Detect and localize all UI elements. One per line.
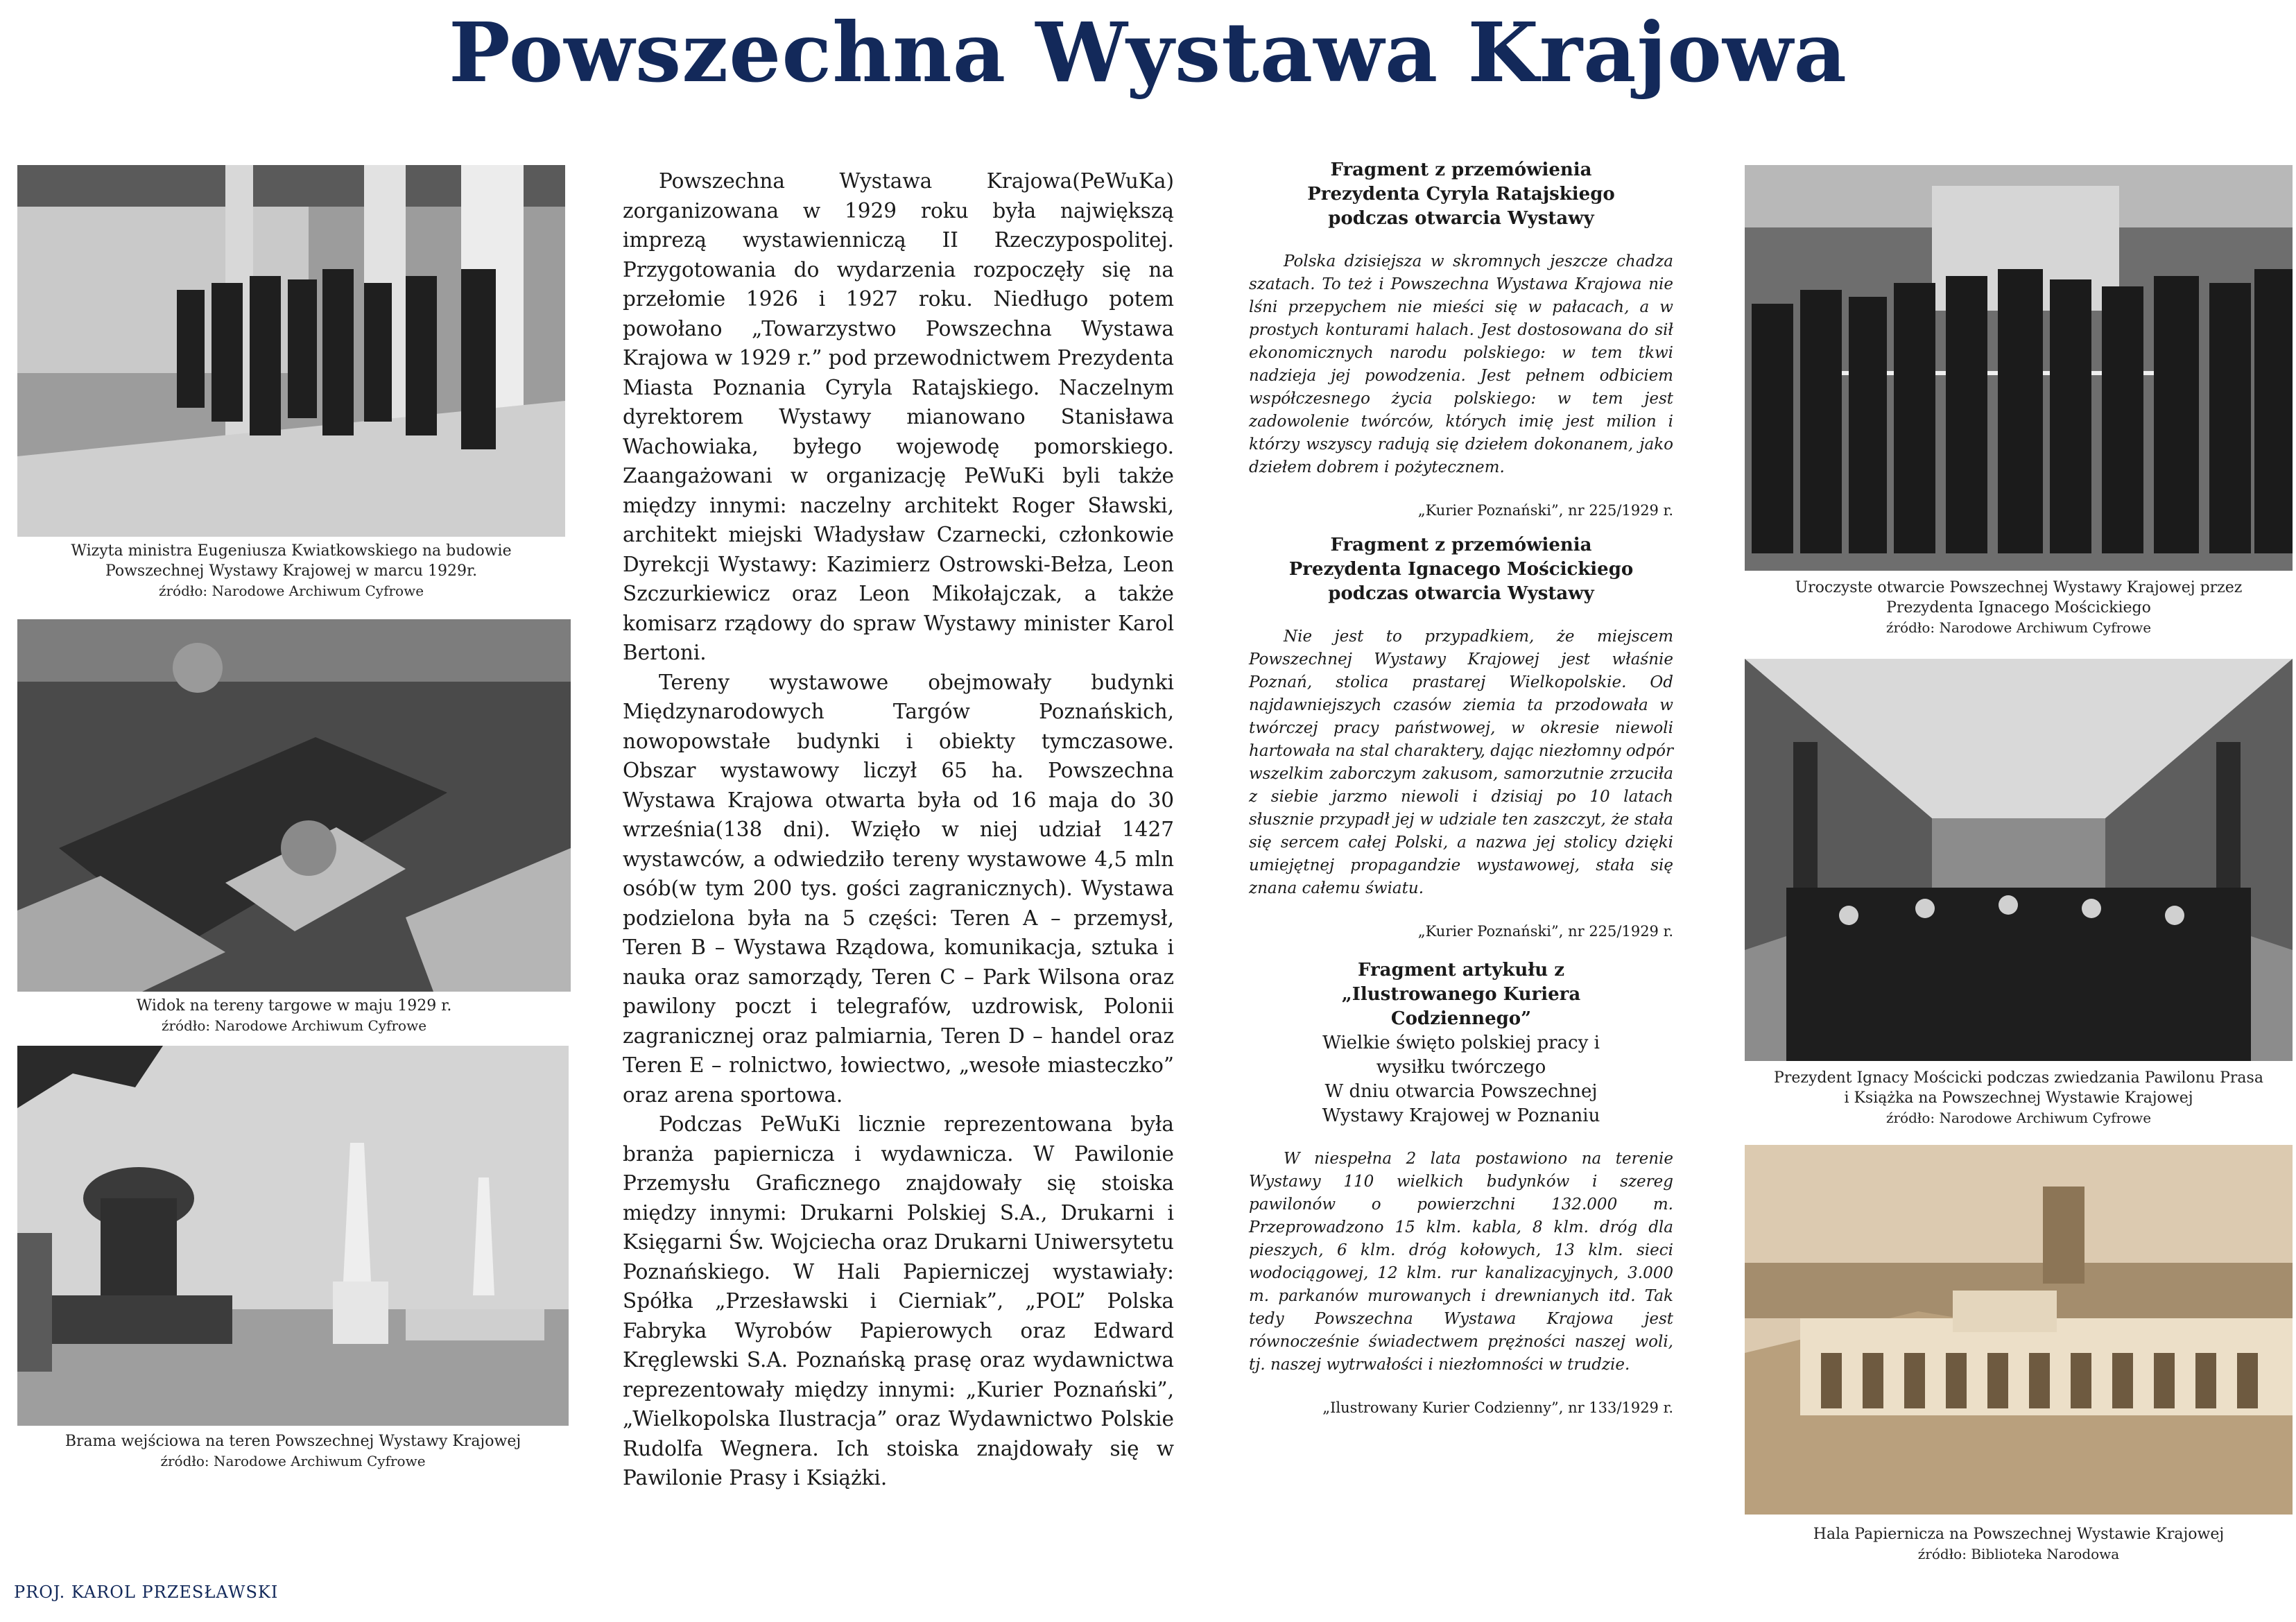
quote-subheading: W dniu otwarcia Powszechnej Wystawy Krajowej w Poznaniu — [1322, 1081, 1600, 1126]
photo-press-pavilion — [1745, 659, 2293, 1061]
minister-visit-image — [17, 165, 565, 537]
author-credit: PROJ. KAROL PRZESŁAWSKI — [14, 1582, 279, 1602]
quote-body: W niespełna 2 lata postawiono na terenie Wystawy 110 wielkich budynków i szereg pawilonów o powierzchni 132.000 m. Przeprowadzono 15 klm. kabla, 8 klm. dróg dla pieszych, 6 klm. dróg kołowych, 13 klm. sieci wodociągowej, 12 klm. rur kanalizacyjnych, 3.000 m. parkanów murowanych i drewnianych itd. Tak tedy Powszechna Wystawa Krajowa jest równocześnie świadectwem prężności naszej woli, tj. naszej wytrwałości i niezłomności w trudzie. — [1249, 1150, 1673, 1374]
caption-line: Hala Papiernicza na Powszechnej Wystawie Krajowej — [1813, 1526, 2225, 1543]
caption-line: Wizyta ministra Eugeniusza Kwiatkowskiego na budowie — [71, 542, 512, 560]
quote-ratajski — [1239, 158, 1683, 521]
quote-moscicki — [1239, 533, 1683, 942]
photo-opening-ceremony — [1745, 165, 2293, 571]
main-paragraph: Podczas PeWuKi licznie reprezentowana była branża papiernicza i wydawnicza. W Pawilonie Przemysłu Graficznego znajdowały się stoiska między innymi: Drukarni Polskiej S.A., Drukarni i Księgarni Św. Wojciecha oraz Drukarni Uniwersytetu Poznańskiego. W Hali Papierniczej wystawiały: Spółka „Przesławski i Cierniak”, „POL” Polska Fabryka Wyrobów Papierowych oraz Edward Kręglewski S.A. Poznańską prasę oraz wydawnictwa reprezentowały między innymi: „Kurier Poznański”, „Wielkopolska Ilustracja” oraz Wydawnictwo Polskie Rudolfa Wegnera. Ich stoiska znajdowały się w Pawilonie Prasy i Książki. — [623, 1112, 1174, 1490]
caption-line: Widok na tereny targowe w maju 1929 r. — [136, 997, 452, 1015]
photo-paper-hall — [1745, 1145, 2293, 1515]
quote-subheading: Wielkie święto polskiej pracy i wysiłku twórczego — [1322, 1033, 1600, 1078]
caption-source: źródło: Narodowe Archiwum Cyfrowe — [1885, 619, 2152, 636]
paper-hall-image — [1745, 1145, 2293, 1515]
quotes-column — [1239, 158, 1683, 1418]
photo-aerial-view — [17, 619, 571, 992]
page-title: Powszechna Wystawa Krajowa — [449, 4, 1847, 101]
opening-ceremony-image — [1745, 165, 2293, 571]
caption-line: Prezydenta Ignacego Mościckiego — [1886, 599, 2151, 616]
caption-line: Uroczyste otwarcie Powszechnej Wystawy Krajowej przez — [1795, 579, 2243, 596]
quote-body: Nie jest to przypadkiem, że miejscem Powszechnej Wystawy Krajowej jest właśnie Poznań, stolica prastarej Wielkopolskie. Od najdawniejszych czasów ziemia ta przodowała w twórczej pracy państwowej, w okresie niewoli hartowała na stal charaktery, dając niezłomny odpór wszelkim zaborczym zakusom, samorzutnie zrzuciła z siebie jarzmo niewoli i dzisiaj po 10 latach słusznie przypadł jej w udziale ten zaszczyt, że stała się sercem całej Polski, a nazwa jej stolicy dzięki umiejętnej propagandzie wystawowej, stała się znana całemu światu. — [1249, 628, 1673, 897]
main-paragraph: Powszechna Wystawa Krajowa(PeWuKa) zorganizowana w 1929 roku była największą imprezą wystawienniczą II Rzeczypospolitej. Przygotowania do wydarzenia rozpoczęły się na przełomie 1926 i 1927 roku. Niedługo potem powołano „Towarzystwo Powszechna Wystawa Krajowa w 1929 r.” pod przewodnictwem Prezydenta Miasta Poznania Cyryla Ratajskiego. Naczelnym dyrektorem Wystawy mianowano Stanisława Wachowiaka, byłego wojewodę pomorskiego. Zaangażowani w organizację PeWuKi byli także między innymi: naczelny architekt Roger Sławski, architekt miejski Władysław Czarnecki, członkowie Dyrekcji Wystawy: Kazimierz Ostrowski-Bełza, Leon Szczurkiewicz oraz Leon Mikołajczak, a także komisarz rządowy do spraw Wystawy minister Karol Bertoni. — [623, 169, 1174, 664]
aerial-view-image — [17, 619, 571, 992]
main-paragraph: Tereny wystawowe obejmowały budynki Międzynarodowych Targów Poznańskich, nowopowstałe budynki i obiekty tymczasowe. Obszar wystawowy liczył 65 ha. Powszechna Wystawa Krajowa otwarta była od 16 maja do 30 września(138 dni). Wzięło w niej udział 1427 wystawców, a odwiedziło tereny wystawowe 4,5 mln osób(w tym 200 tys. gości zagranicznych). Wystawa podzielona była na 5 części: Teren A – przemysł, Teren B – Wystawa Rządowa, komunikacja, sztuka i nauka oraz samorządy, Teren C – Park Wilsona oraz pawilony poczt i telegrafów, uzdrowisk, Polonii zagranicznej oraz palmiarnia, Teren D – handel oraz Teren E – rolnictwo, łowiectwo, „wesołe miasteczko” oraz arena sportowa. — [623, 670, 1174, 1107]
quote-source: „Kurier Poznański”, nr 225/1929 r. — [1417, 502, 1673, 519]
quote-source: „Kurier Poznański”, nr 225/1929 r. — [1417, 923, 1673, 940]
caption-opening-ceremony — [1745, 578, 2293, 638]
photo-entrance-gate — [17, 1046, 569, 1426]
quote-body: Polska dzisiejsza w skromnych jeszcze chadza szatach. To też i Powszechna Wystawa Krajowa nie lśni przepychem nie mieści się w pałacach, a w prostych konturami halach. Jest dostosowana do sił ekonomicznych narodu polskiego: w tem tkwi nadzieja jej powodzenia. Jest pełnem odbiciem współczesnego życia polskiego: w tem jest zadowolenie twórców, których imię jest milion i którzy wszyscy radują się dziełem dokonanem, jako dziełem dobrem i pożytecznem. — [1249, 252, 1673, 476]
caption-paper-hall — [1745, 1524, 2293, 1564]
caption-minister-visit — [17, 541, 565, 601]
caption-line: Brama wejściowa na teren Powszechnej Wystawy Krajowej — [64, 1433, 521, 1450]
caption-source: źródło: Narodowe Archiwum Cyfrowe — [160, 1453, 426, 1469]
quote-heading: Fragment artykułu z „Ilustrowanego Kuriera Codziennego” — [1341, 960, 1581, 1029]
quote-ikc — [1239, 958, 1683, 1418]
main-text — [623, 166, 1174, 1493]
quote-heading: Fragment z przemówienia Prezydenta Cyryla Ratajskiego podczas otwarcia Wystawy — [1307, 159, 1615, 229]
quote-source: „Ilustrowany Kurier Codzienny”, nr 133/1929 r. — [1322, 1399, 1673, 1416]
caption-line: i Książka na Powszechnej Wystawie Krajowej — [1844, 1089, 2193, 1107]
caption-line: Powszechnej Wystawy Krajowej w marcu 1929r. — [105, 562, 478, 580]
caption-source: źródło: Narodowe Archiwum Cyfrowe — [158, 583, 424, 599]
entrance-gate-image — [17, 1046, 569, 1426]
photo-minister-visit — [17, 165, 565, 537]
caption-source: źródło: Narodowe Archiwum Cyfrowe — [161, 1017, 427, 1034]
caption-entrance-gate — [17, 1431, 569, 1472]
quote-heading: Fragment z przemówienia Prezydenta Ignacego Mościckiego podczas otwarcia Wystawy — [1288, 535, 1634, 604]
caption-source: źródło: Narodowe Archiwum Cyfrowe — [1885, 1110, 2152, 1126]
caption-source: źródło: Biblioteka Narodowa — [1917, 1546, 2120, 1562]
press-pavilion-image — [1745, 659, 2293, 1061]
caption-aerial-view — [17, 996, 571, 1036]
caption-line: Prezydent Ignacy Mościcki podczas zwiedzania Pawilonu Prasa — [1774, 1069, 2263, 1087]
caption-press-pavilion — [1745, 1068, 2293, 1128]
